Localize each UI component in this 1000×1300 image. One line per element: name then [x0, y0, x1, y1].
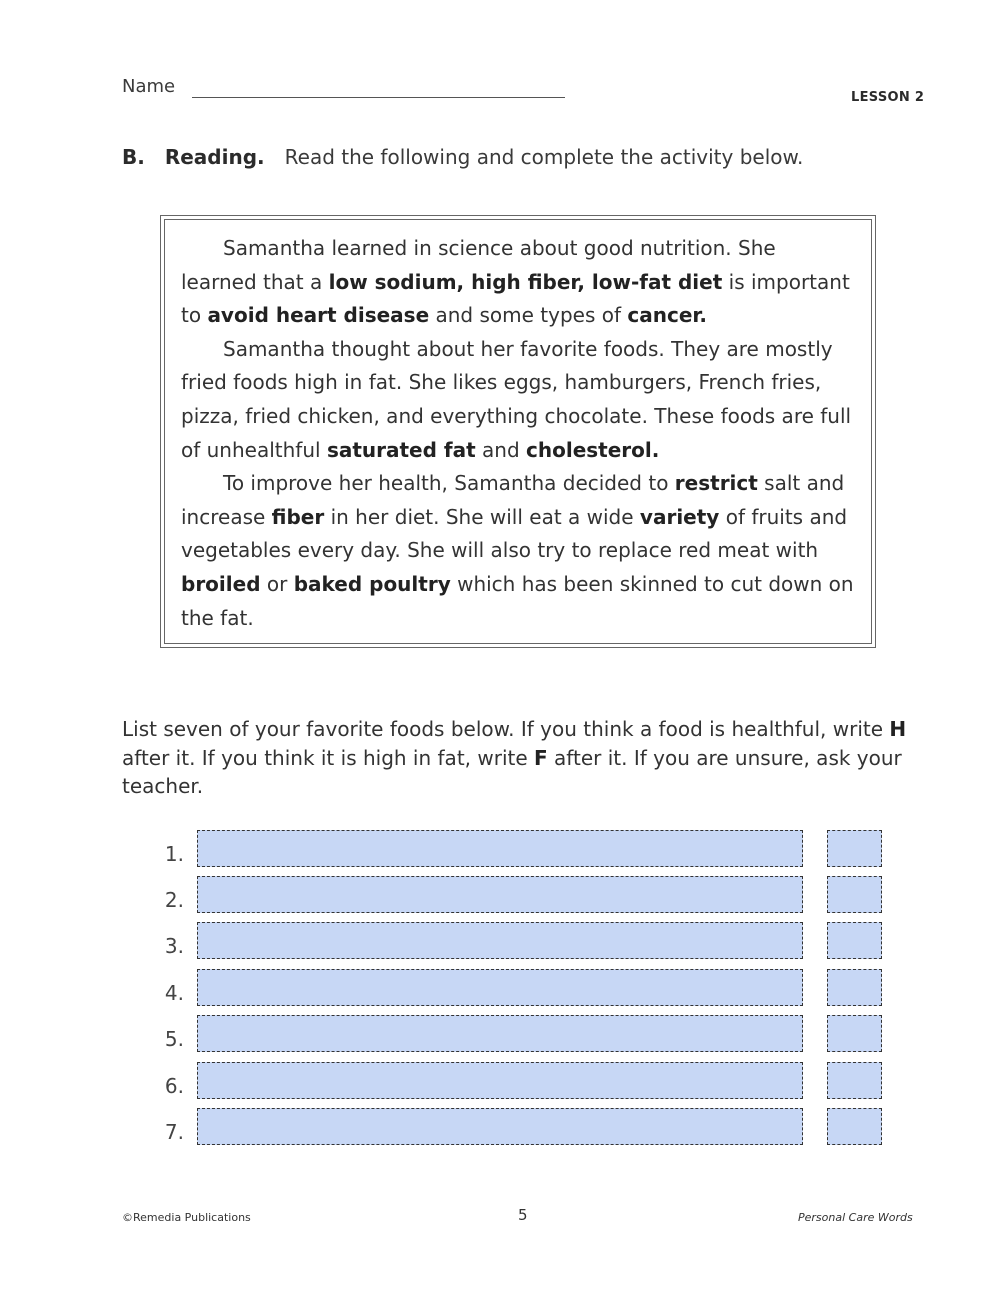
food-input-5[interactable]: [197, 1015, 803, 1052]
reading-inner-frame: [164, 219, 872, 644]
section-instruction: Read the following and complete the activity below.: [284, 145, 804, 169]
activity-instructions: List seven of your favorite foods below. If you think a food is healthful, write H after it. If you think it is high in fat, write F after it. If you are unsure, ask your teacher.: [122, 717, 907, 798]
row-number-6: 6.: [164, 1074, 184, 1098]
rating-input-6[interactable]: [827, 1062, 882, 1099]
section-letter: B.: [122, 145, 145, 169]
reading-box: [160, 215, 876, 648]
rating-input-3[interactable]: [827, 922, 882, 959]
food-input-1[interactable]: [197, 830, 803, 867]
row-number-2: 2.: [164, 888, 184, 912]
row-number-4: 4.: [164, 981, 184, 1005]
row-number-7: 7.: [164, 1120, 184, 1144]
section-heading: [122, 145, 803, 169]
rating-input-2[interactable]: [827, 876, 882, 913]
row-number-5: 5.: [164, 1027, 184, 1051]
food-input-2[interactable]: [197, 876, 803, 913]
lesson-label: LESSON 2: [851, 90, 925, 105]
row-number-3: 3.: [164, 934, 184, 958]
row-number-1: 1.: [164, 842, 184, 866]
name-line[interactable]: [192, 97, 565, 98]
rating-input-1[interactable]: [827, 830, 882, 867]
food-input-4[interactable]: [197, 969, 803, 1006]
food-input-6[interactable]: [197, 1062, 803, 1099]
footer-book-title: Personal Care Words: [798, 1211, 913, 1224]
section-title: Reading.: [164, 145, 265, 169]
reading-paragraph-2: Samantha thought about her favorite foods. They are mostly fried foods high in fat. She likes eggs, hamburgers, French fries, pizza, fried chicken, and everything chocolate. These foods are full of unhealthful saturated fat and cholesterol.: [181, 336, 852, 462]
food-input-7[interactable]: [197, 1108, 803, 1145]
rating-input-7[interactable]: [827, 1108, 882, 1145]
rating-input-4[interactable]: [827, 969, 882, 1006]
footer-page-number: 5: [518, 1206, 528, 1224]
footer-publisher: ©Remedia Publications: [122, 1211, 251, 1224]
reading-paragraph-3: To improve her health, Samantha decided to restrict salt and increase fiber in her diet. She will eat a wide variety of fruits and vegetables every day. She will also try to replace red meat with broiled or baked poultry which has been skinned to cut down on the fat.: [181, 471, 854, 630]
reading-paragraph-1: Samantha learned in science about good nutrition. She learned that a low sodium, high fiber, low-fat diet is important to avoid heart disease and some types of cancer.: [181, 236, 850, 328]
rating-input-5[interactable]: [827, 1015, 882, 1052]
food-input-3[interactable]: [197, 922, 803, 959]
name-label: Name: [122, 76, 176, 97]
